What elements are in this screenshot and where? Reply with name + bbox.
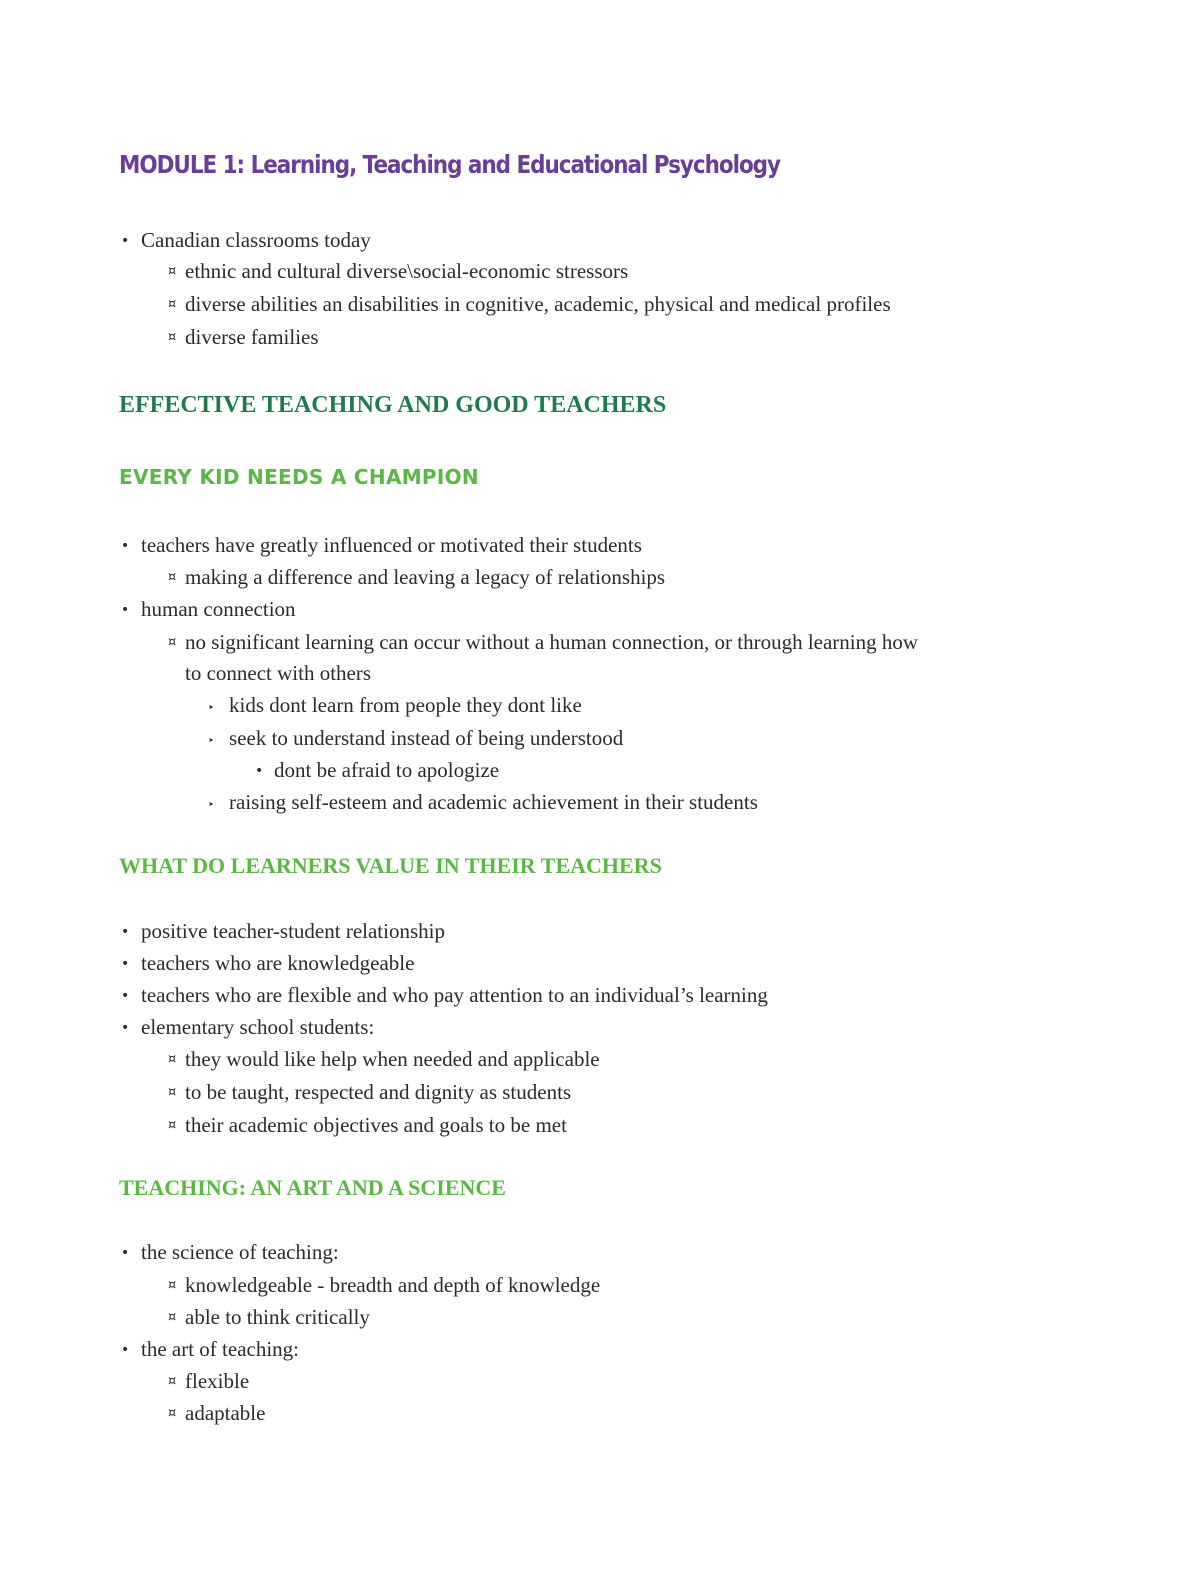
list-subsubitem: raising self-esteem and academic achievement in their students	[229, 790, 758, 814]
bullet: •	[121, 1245, 130, 1261]
sub-bullet: ¤	[168, 330, 177, 345]
bullet: •	[121, 924, 130, 940]
section-heading-value: WHAT DO LEARNERS VALUE IN THEIR TEACHERS	[119, 853, 662, 878]
sub-bullet: ¤	[168, 1374, 177, 1389]
bullet: •	[121, 956, 130, 972]
sub-bullet: ¤	[168, 635, 177, 650]
list-subitem: knowledgeable - breadth and depth of knowledge	[185, 1273, 601, 1297]
sub-bullet: ¤	[168, 1278, 177, 1293]
list-subitem: to be taught, respected and dignity as students	[185, 1080, 572, 1104]
sub-bullet: ¤	[168, 297, 177, 312]
list-level4-item: dont be afraid to apologize	[274, 758, 500, 782]
list-item: teachers who are knowledgeable	[141, 951, 415, 975]
list-item: teachers have greatly influenced or motivated their students	[141, 533, 642, 557]
sub-bullet: ¤	[168, 1085, 177, 1100]
list-subitem: their academic objectives and goals to be met	[185, 1113, 567, 1137]
sub-bullet: ¤	[168, 1118, 177, 1133]
bullet: •	[121, 1020, 130, 1036]
page-title: MODULE 1: Learning, Teaching and Educational Psychology	[119, 150, 781, 179]
sub-sub-bullet: ‣	[208, 734, 215, 747]
bullet: •	[121, 538, 130, 554]
list-subsubitem: kids dont learn from people they dont like	[229, 693, 582, 717]
list-subitem: diverse families	[185, 325, 319, 349]
list-subitem: making a difference and leaving a legacy of relationships	[185, 565, 666, 589]
bullet: •	[121, 988, 130, 1004]
list-item: elementary school students:	[141, 1015, 375, 1039]
list-item: Canadian classrooms today	[141, 228, 371, 252]
section-heading-effective: EFFECTIVE TEACHING AND GOOD TEACHERS	[119, 392, 667, 418]
list-subitem: flexible	[185, 1369, 250, 1393]
list-subitem: no significant learning can occur without a human connection, or through learning how	[185, 630, 919, 654]
level4-bullet: •	[255, 763, 264, 779]
list-subitem: ethnic and cultural diverse\social-economic stressors	[185, 259, 629, 283]
sub-sub-bullet: ‣	[208, 701, 215, 714]
list-item: teachers who are flexible and who pay attention to an individual’s learning	[141, 983, 768, 1007]
section-heading-art-science: TEACHING: AN ART AND A SCIENCE	[119, 1175, 506, 1200]
sub-bullet: ¤	[168, 1406, 177, 1421]
section-heading-champion: EVERY KID NEEDS A CHAMPION	[119, 465, 479, 489]
list-subitem: adaptable	[185, 1401, 266, 1425]
list-item: positive teacher-student relationship	[141, 919, 445, 943]
list-item: the science of teaching:	[141, 1240, 339, 1264]
sub-bullet: ¤	[168, 1310, 177, 1325]
list-item: human connection	[141, 597, 296, 621]
list-item: the art of teaching:	[141, 1337, 300, 1361]
sub-bullet: ¤	[168, 264, 177, 279]
sub-sub-bullet: ‣	[208, 798, 215, 811]
list-subitem-continuation: to connect with others	[185, 661, 372, 685]
list-subsubitem: seek to understand instead of being understood	[229, 726, 624, 750]
sub-bullet: ¤	[168, 570, 177, 585]
list-subitem: able to think critically	[185, 1305, 370, 1329]
list-subitem: they would like help when needed and applicable	[185, 1047, 600, 1071]
list-subitem: diverse abilities an disabilities in cognitive, academic, physical and medical profiles	[185, 292, 891, 316]
bullet: •	[121, 602, 130, 618]
bullet: •	[121, 233, 130, 249]
bullet: •	[121, 1342, 130, 1358]
sub-bullet: ¤	[168, 1052, 177, 1067]
